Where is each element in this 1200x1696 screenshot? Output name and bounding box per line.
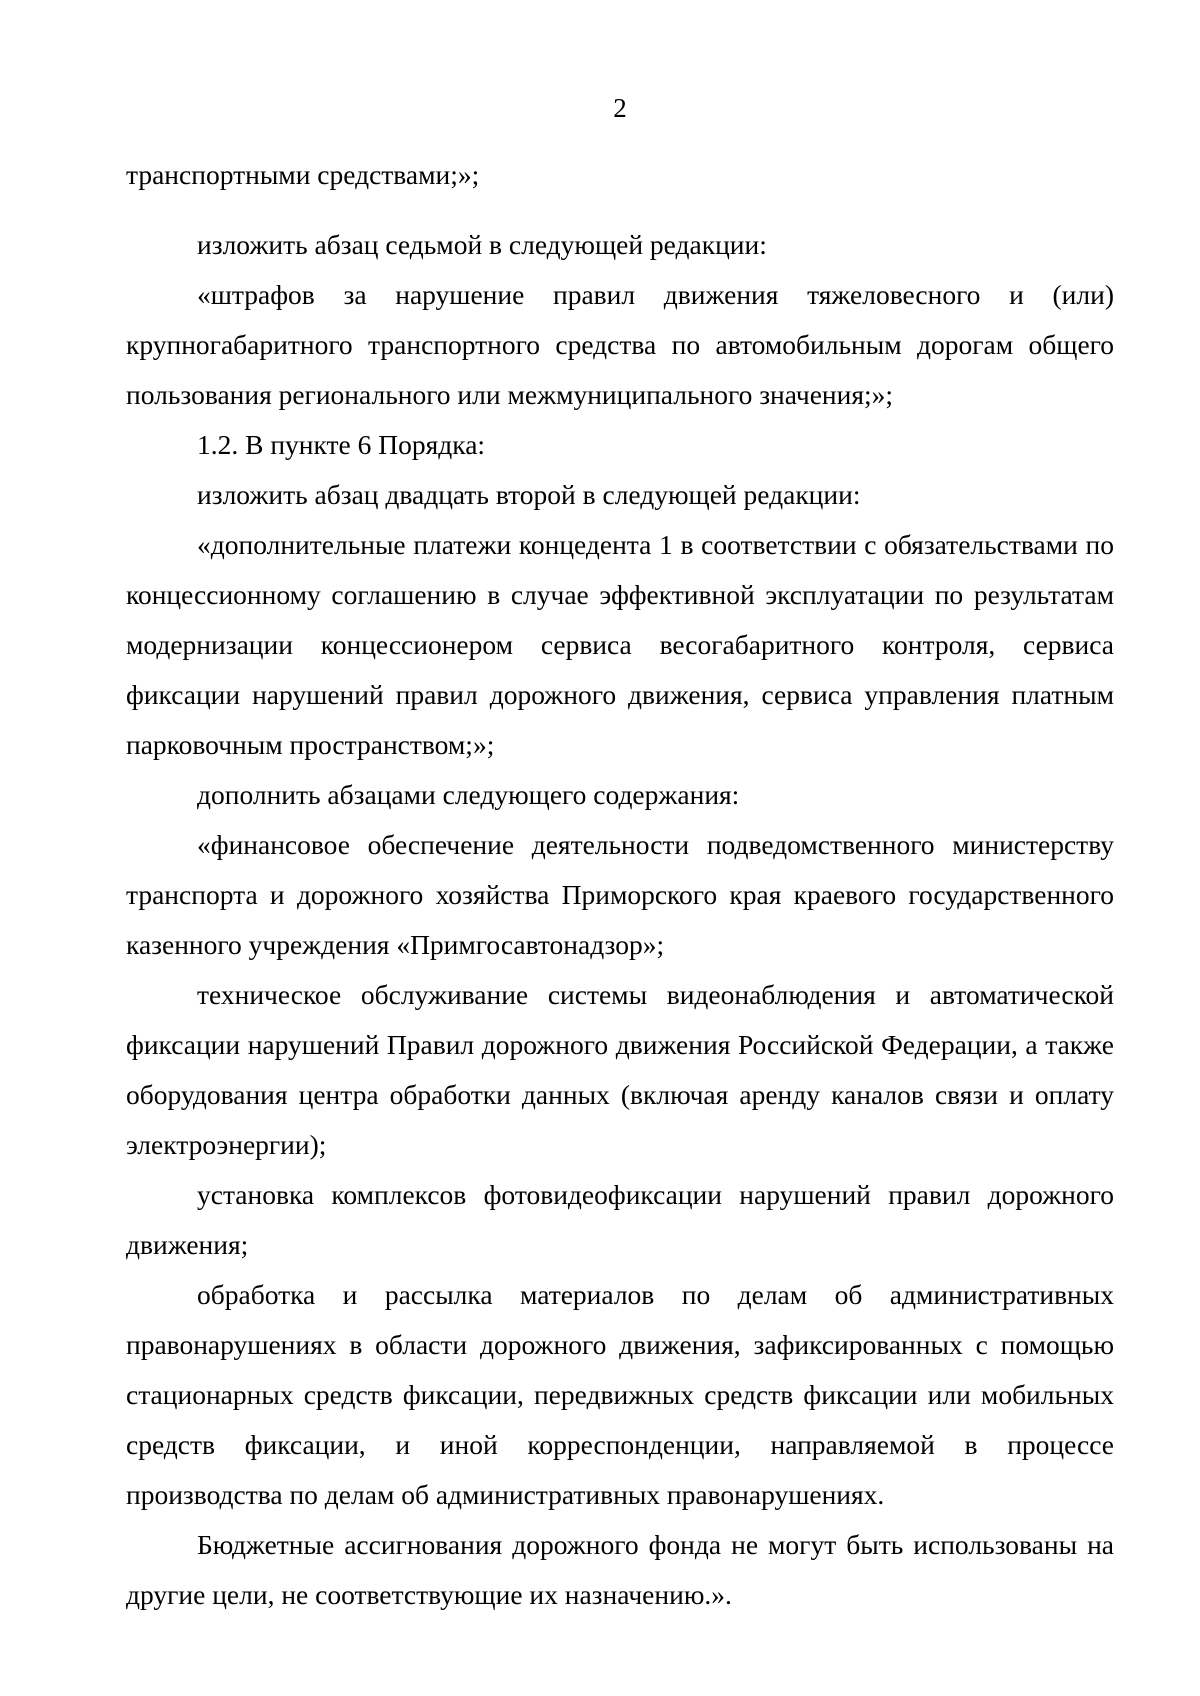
paragraph: дополнить абзацами следующего содержания:	[197, 779, 740, 810]
paragraph-continuation: транспортными средствами;»;	[126, 159, 480, 190]
paragraph: «штрафов за нарушение правил движения тяжеловесного и (или) крупногабаритного транспортного средства по автомобильным дорогам общего пользования регионального или межмуниципального значения;»;	[126, 279, 1114, 410]
paragraph: 1.2. В пункте 6 Порядка:	[197, 429, 486, 460]
paragraph: обработка и рассылка материалов по делам об административных правонарушениях в области дорожного движения, зафиксированных с помощью стационарных средств фиксации, передвижных средств фиксации или мобильных средств фиксации, и иной корреспонденции, направляемой в процессе производства по делам об административных правонарушениях.	[126, 1279, 1114, 1510]
paragraph: «дополнительные платежи концедента 1 в соответствии с обязательствами по концессионному соглашению в случае эффективной эксплуатации по результатам модернизации концессионером сервиса весогабаритного контроля, сервиса фиксации нарушений правил дорожного движения, сервиса управления платным парковочным пространством;»;	[126, 529, 1114, 760]
paragraph: Бюджетные ассигнования дорожного фонда не могут быть использованы на другие цели, не соответствующие их назначению.».	[126, 1529, 1114, 1610]
paragraph: изложить абзац двадцать второй в следующей редакции:	[197, 479, 861, 510]
page-number: 2	[613, 93, 627, 123]
document-body	[126, 150, 1114, 1620]
paragraph: «финансовое обеспечение деятельности подведомственного министерству транспорта и дорожного хозяйства Приморского края краевого государственного казенного учреждения «Примгосавтонадзор»;	[126, 829, 1114, 960]
paragraph: установка комплексов фотовидеофиксации нарушений правил дорожного движения;	[126, 1179, 1114, 1260]
paragraph: изложить абзац седьмой в следующей редакции:	[197, 229, 767, 260]
paragraph: техническое обслуживание системы видеонаблюдения и автоматической фиксации нарушений Правил дорожного движения Российской Федерации, а также оборудования центра обработки данных (включая аренду каналов связи и оплату электроэнергии);	[126, 979, 1114, 1160]
